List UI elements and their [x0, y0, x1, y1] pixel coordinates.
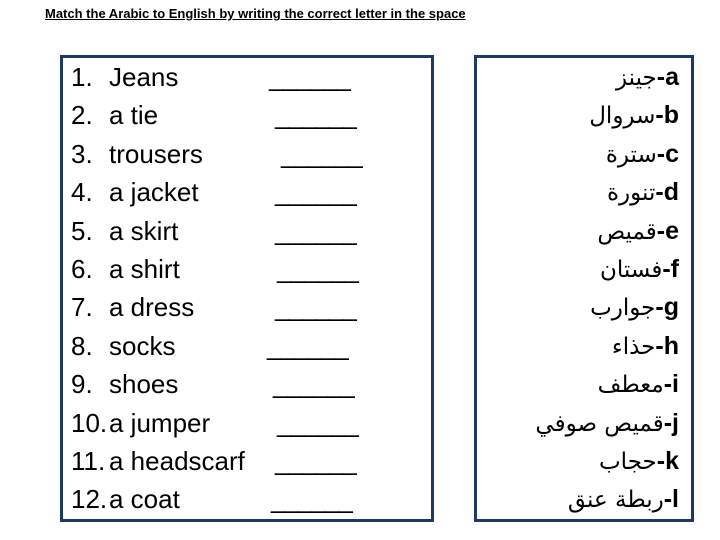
english-item: [71, 288, 356, 326]
item-number: 6.: [71, 253, 93, 284]
answer-blank[interactable]: ______: [269, 62, 350, 92]
option-letter: -g: [655, 293, 679, 322]
english-word: Jeans: [109, 62, 179, 92]
option-letter: -l: [663, 485, 679, 514]
arabic-word: سروال: [589, 103, 656, 130]
english-word: a headscarf: [109, 445, 245, 476]
item-number: 2.: [71, 100, 93, 131]
arabic-word: حجاب: [599, 448, 657, 475]
arabic-item: [535, 327, 679, 365]
item-number: 5.: [71, 215, 93, 246]
option-letter: -d: [655, 178, 679, 207]
option-letter: -a: [656, 63, 679, 91]
option-letter: -h: [655, 331, 679, 360]
english-word: a skirt: [109, 215, 179, 246]
english-list: [71, 58, 362, 519]
option-letter: -e: [656, 216, 679, 245]
english-item: [71, 212, 356, 250]
english-item: [71, 96, 356, 134]
arabic-item: [535, 58, 679, 96]
english-item: [71, 480, 352, 518]
option-letter: -c: [656, 139, 679, 168]
english-item: [71, 135, 362, 173]
arabic-word: قميص: [597, 218, 657, 245]
english-word: a jumper: [109, 407, 211, 438]
arabic-item: [535, 250, 679, 288]
option-letter: -j: [663, 408, 679, 437]
option-letter: -b: [655, 101, 679, 130]
answer-blank[interactable]: ______: [275, 215, 356, 246]
english-word: shoes: [109, 369, 179, 400]
arabic-word: قميص صوفي: [535, 410, 664, 437]
item-number: 1.: [71, 62, 93, 92]
answer-blank[interactable]: ______: [275, 292, 356, 323]
answer-blank[interactable]: ______: [277, 407, 358, 438]
english-item: [71, 173, 356, 211]
arabic-item: [535, 212, 679, 250]
english-word: a jacket: [109, 177, 199, 208]
arabic-word: معطف: [597, 372, 664, 399]
arabic-word: تنورة: [607, 180, 656, 207]
answer-blank[interactable]: ______: [275, 177, 356, 208]
answer-blank[interactable]: ______: [275, 445, 356, 476]
item-number: 12.: [71, 484, 108, 515]
arabic-item: [535, 480, 679, 518]
arabic-item: [535, 365, 679, 403]
arabic-word: حذاء: [611, 333, 656, 360]
arabic-item: [535, 96, 679, 134]
english-word: a dress: [109, 292, 195, 323]
option-letter: -k: [656, 446, 679, 475]
item-number: 11.: [71, 445, 106, 476]
answer-blank[interactable]: ______: [267, 330, 348, 361]
worksheet-title: Match the Arabic to English by writing the correct letter in the space: [45, 6, 466, 21]
arabic-item: [535, 135, 679, 173]
english-item: [71, 327, 348, 365]
english-item: [71, 250, 358, 288]
english-item: [71, 58, 350, 96]
arabic-word: فستان: [599, 256, 663, 283]
english-word: trousers: [109, 138, 203, 169]
answer-blank[interactable]: ______: [281, 138, 362, 169]
english-item: [71, 404, 358, 442]
option-letter: -f: [662, 254, 679, 283]
item-number: 4.: [71, 177, 93, 208]
english-word: a shirt: [109, 253, 180, 284]
arabic-word: سترة: [605, 141, 657, 168]
english-item: [71, 365, 354, 403]
english-item: [71, 442, 356, 480]
item-number: 10.: [71, 407, 108, 438]
item-number: 7.: [71, 292, 93, 323]
arabic-word: جينز: [615, 65, 657, 91]
arabic-item: [535, 288, 679, 326]
arabic-list: [535, 58, 679, 519]
answer-blank[interactable]: ______: [275, 100, 356, 131]
english-word: a coat: [109, 484, 180, 515]
answer-blank[interactable]: ______: [277, 253, 358, 284]
item-number: 3.: [71, 138, 93, 169]
arabic-item: [535, 404, 679, 442]
answer-blank[interactable]: ______: [273, 369, 354, 400]
arabic-words-box: [474, 55, 694, 522]
arabic-item: [535, 442, 679, 480]
arabic-word: جوارب: [590, 295, 656, 322]
arabic-word: ربطة عنق: [567, 487, 664, 514]
item-number: 8.: [71, 330, 93, 361]
item-number: 9.: [71, 369, 93, 400]
option-letter: -i: [663, 370, 679, 399]
english-words-box: [60, 55, 434, 522]
english-word: socks: [109, 330, 176, 361]
arabic-item: [535, 173, 679, 211]
answer-blank[interactable]: ______: [271, 484, 352, 515]
english-word: a tie: [109, 100, 159, 131]
